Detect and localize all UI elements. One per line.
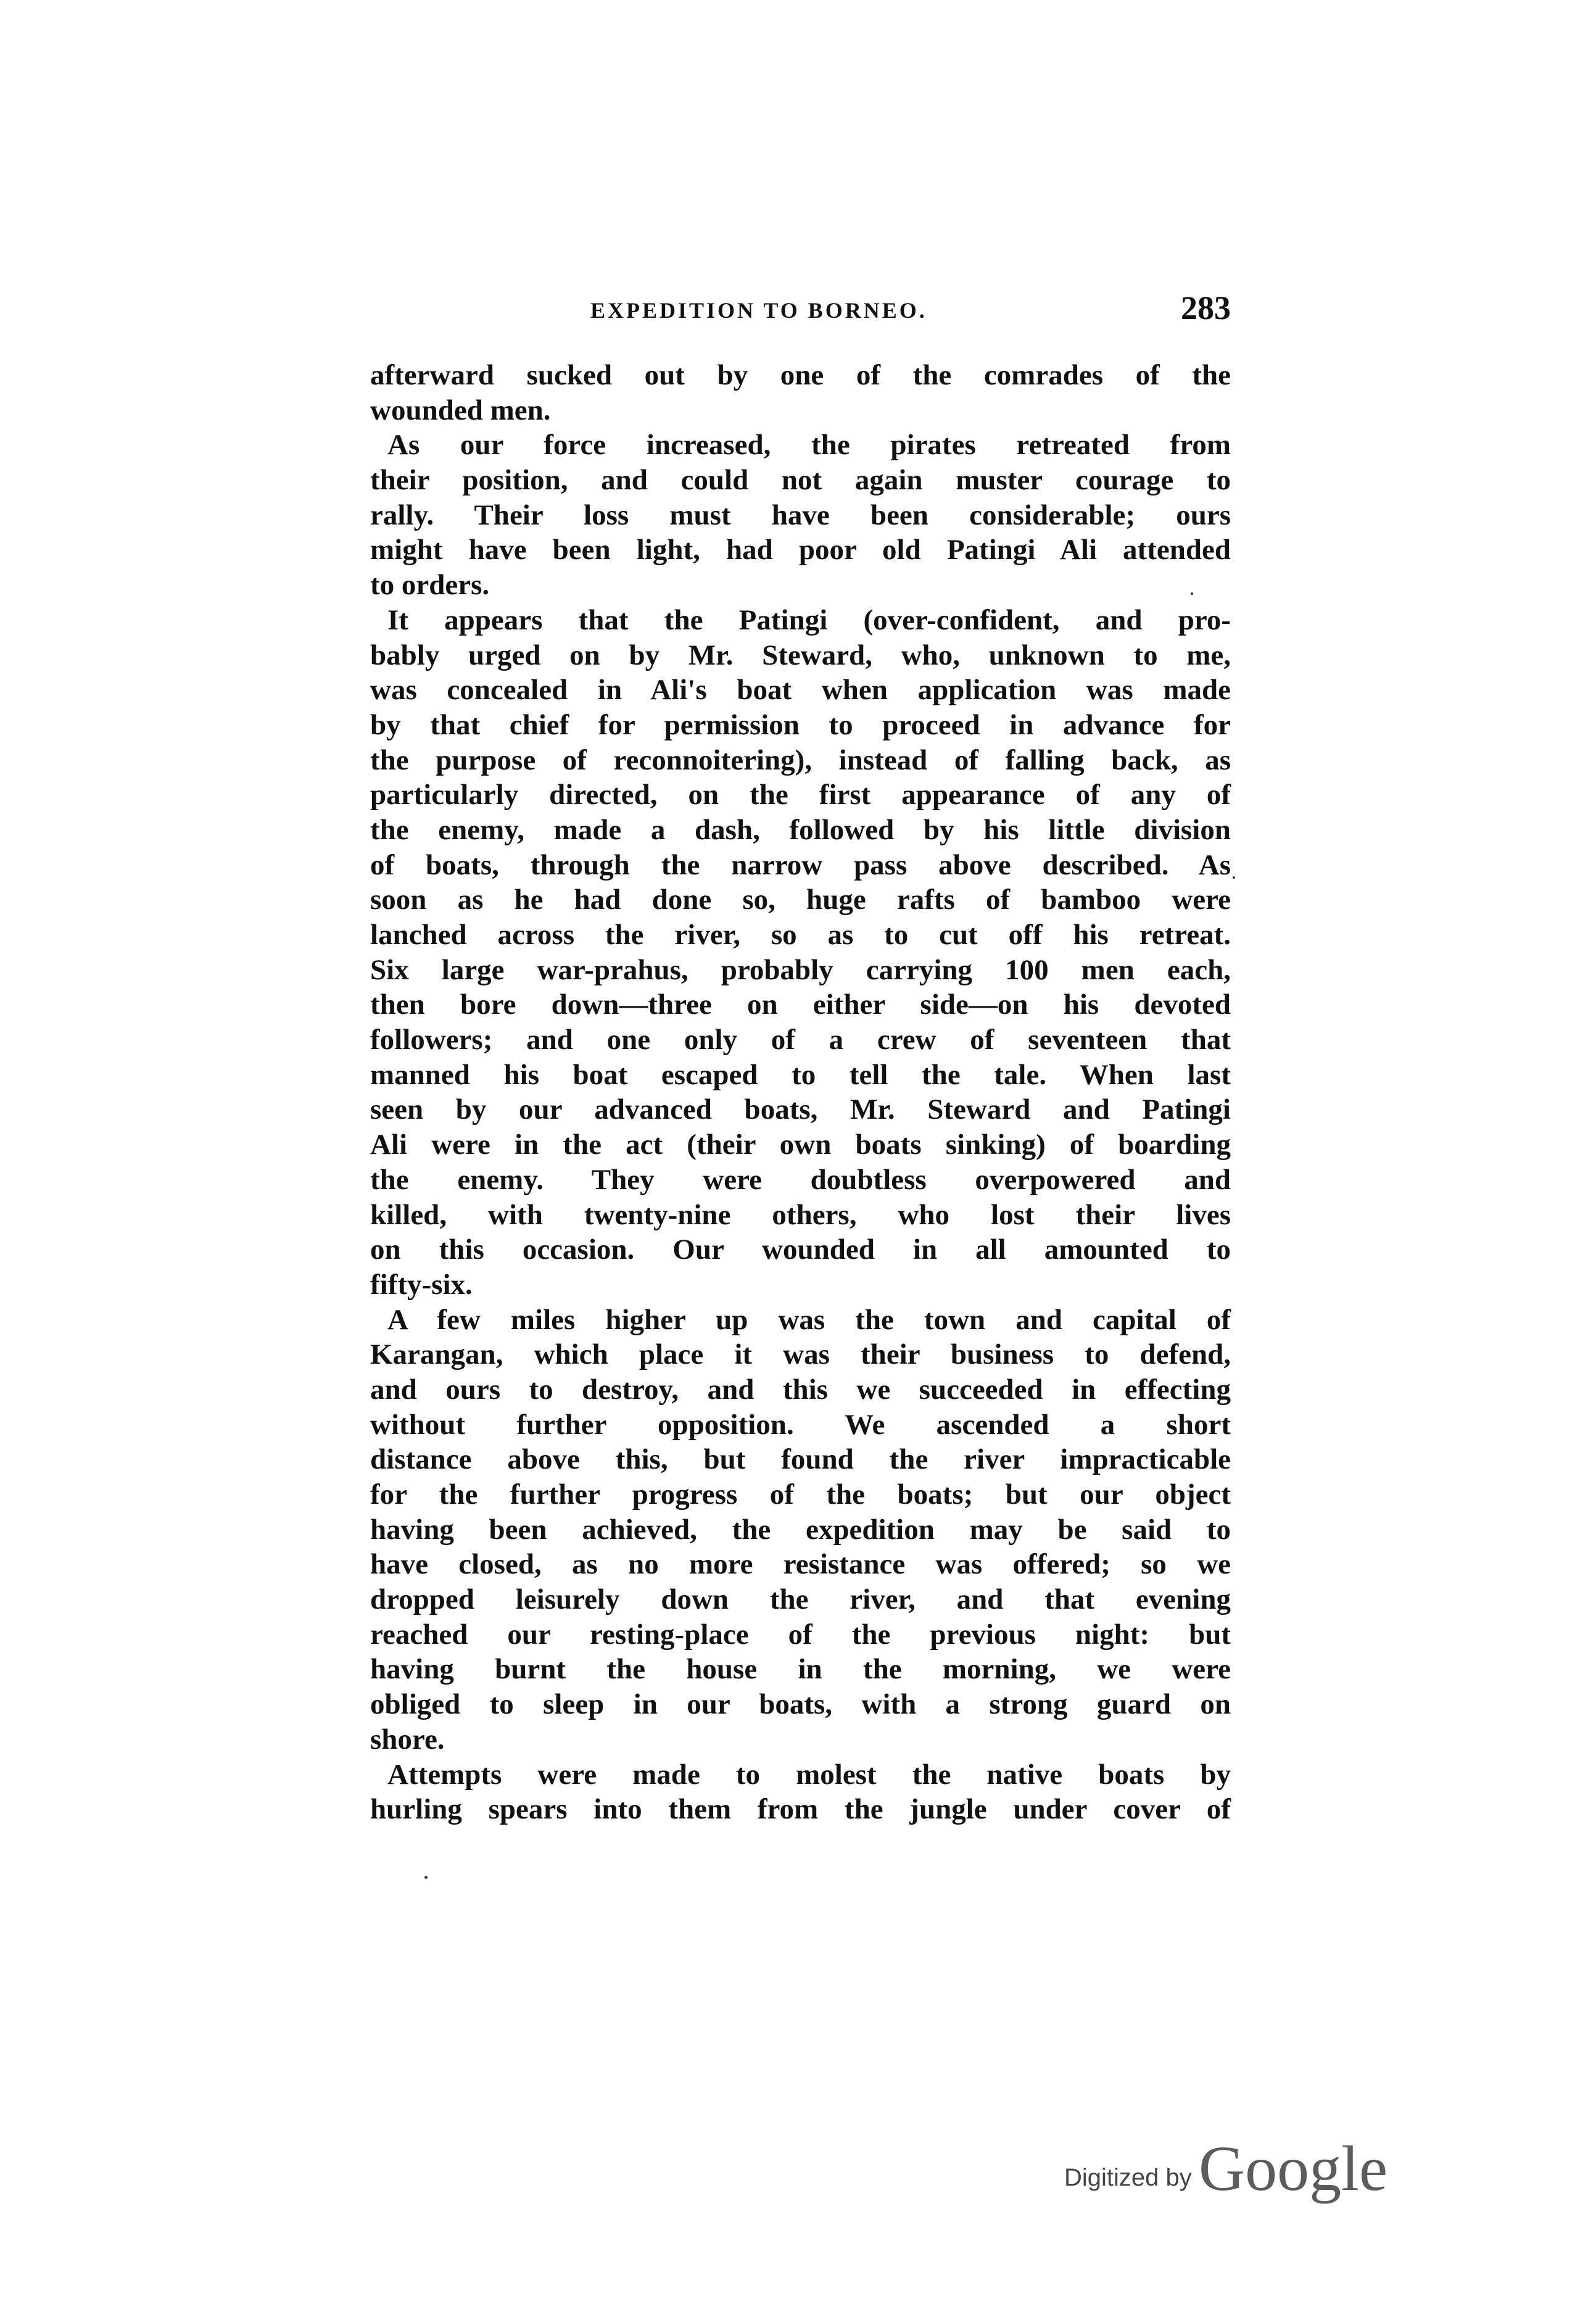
text-line: was concealed in Ali's boat when application was made <box>370 674 1231 707</box>
scan-speck <box>1191 592 1193 595</box>
text-line: seen by our advanced boats, Mr. Steward and Patingi <box>370 1093 1231 1126</box>
text-line: Six large war-prahus, probably carrying 100 men each, <box>370 953 1231 986</box>
text-line: Karangan, which place it was their business to defend, <box>370 1338 1231 1371</box>
text-line: the enemy. They were doubtless overpowered and <box>370 1163 1231 1196</box>
running-title: EXPEDITION TO BORNEO. <box>590 298 927 323</box>
text-line: shore. <box>370 1723 445 1756</box>
text-line: dropped leisurely down the river, and that evening <box>370 1583 1231 1616</box>
google-logo: Google <box>1199 2133 1388 2204</box>
text-line: on this occasion. Our wounded in all amounted to <box>370 1234 1231 1266</box>
text-line: obliged to sleep in our boats, with a strong guard on <box>370 1688 1231 1721</box>
scan-speck <box>424 1876 428 1879</box>
text-line: might have been light, had poor old Patingi Ali attended <box>370 534 1231 566</box>
text-line: bably urged on by Mr. Steward, who, unknown to me, <box>370 639 1231 671</box>
digitized-by-label: Digitized by <box>1064 2164 1192 2191</box>
digitized-by-google-watermark <box>1064 2132 1388 2206</box>
text-line: afterward sucked out by one of the comrades of the <box>370 359 1231 391</box>
text-line: wounded men. <box>370 394 551 426</box>
text-line: As our force increased, the pirates retreated from <box>387 429 1231 462</box>
text-line: the enemy, made a dash, followed by his little division <box>370 813 1231 846</box>
text-line: the purpose of reconnoitering), instead of falling back, as <box>370 744 1231 776</box>
text-line: A few miles higher up was the town and capital of <box>387 1303 1231 1336</box>
text-line: for the further progress of the boats; but our object <box>370 1478 1231 1511</box>
page-number: 283 <box>1181 289 1231 326</box>
text-line: soon as he had done so, huge rafts of bamboo were <box>370 884 1231 916</box>
body-text <box>370 358 1231 1827</box>
text-line: killed, with twenty-nine others, who lost their lives <box>370 1198 1231 1231</box>
text-line: having been achieved, the expedition may be said to <box>370 1513 1231 1546</box>
text-line: by that chief for permission to proceed in advance for <box>370 708 1231 741</box>
text-line: reached our resting-place of the previous night: but <box>370 1618 1231 1651</box>
text-line: without further opposition. We ascended a short <box>370 1408 1231 1441</box>
text-line: have closed, as no more resistance was offered; so we <box>370 1548 1231 1581</box>
text-line: rally. Their loss must have been considerable; ours <box>370 499 1231 531</box>
scan-speck <box>1233 876 1235 879</box>
text-line: particularly directed, on the first appearance of any of <box>370 779 1231 811</box>
text-line: to orders. <box>370 569 490 602</box>
text-line: manned his boat escaped to tell the tale. When last <box>370 1058 1231 1091</box>
text-line: Attempts were made to molest the native boats by <box>387 1758 1231 1791</box>
text-line: followers; and one only of a crew of seventeen that <box>370 1024 1231 1056</box>
text-line: having burnt the house in the morning, we were <box>370 1653 1231 1686</box>
text-line: of boats, through the narrow pass above described. As <box>370 848 1231 881</box>
text-line: and ours to destroy, and this we succeeded in effecting <box>370 1373 1231 1406</box>
text-line: their position, and could not again muster courage to <box>370 464 1231 497</box>
text-line: then bore down—three on either side—on his devoted <box>370 989 1231 1021</box>
text-line: Ali were in the act (their own boats sinking) of boarding <box>370 1129 1231 1161</box>
text-line: distance above this, but found the river impracticable <box>370 1443 1231 1476</box>
text-line: hurling spears into them from the jungle under cover of <box>370 1793 1231 1826</box>
text-line: lanched across the river, so as to cut off his retreat. <box>370 919 1231 951</box>
text-line: It appears that the Patingi (over-confident, and pro- <box>387 603 1231 636</box>
text-line: fifty-six. <box>370 1268 473 1301</box>
running-head <box>370 289 1231 332</box>
